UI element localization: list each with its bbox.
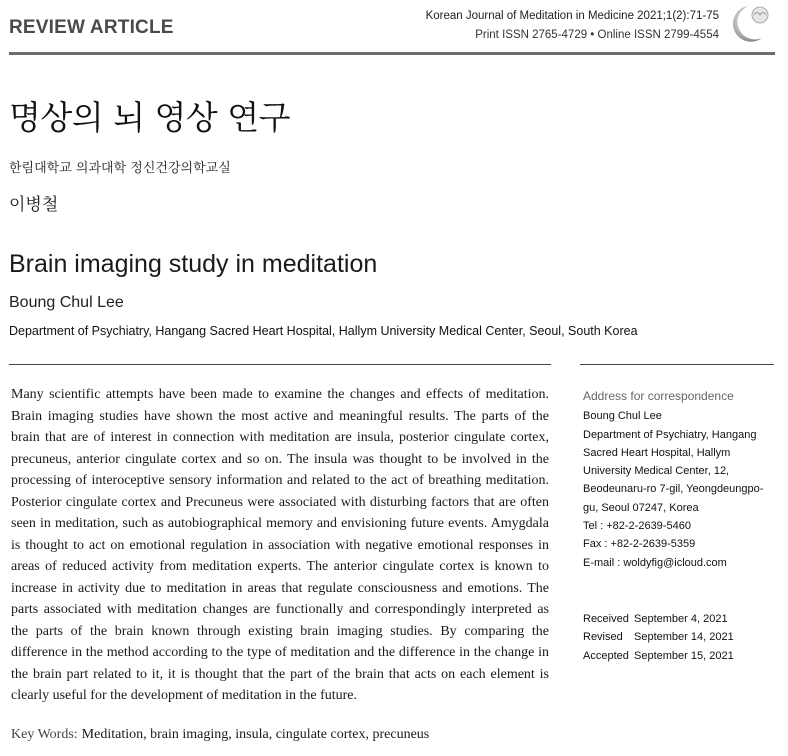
english-author: Boung Chul Lee xyxy=(9,294,124,311)
sidebar-divider xyxy=(580,364,774,365)
correspondence-heading: Address for correspondence xyxy=(583,389,734,403)
date-value: September 14, 2021 xyxy=(634,631,734,644)
abstract-divider xyxy=(9,364,551,365)
journal-citation: Korean Journal of Meditation in Medicine 2021;1(2):71-75 xyxy=(425,10,719,22)
correspondence-name: Boung Chul Lee xyxy=(583,410,662,423)
address-line: gu, Seoul 07247, Korea xyxy=(583,501,699,514)
correspondence-email[interactable]: E-mail : woldyfig@icloud.com xyxy=(583,556,727,569)
date-label: Revised xyxy=(583,631,623,644)
date-label: Accepted xyxy=(583,649,629,662)
address-line: University Medical Center, 12, xyxy=(583,465,730,478)
keywords xyxy=(11,727,429,743)
header-rule xyxy=(9,52,775,55)
address-line: Department of Psychiatry, Hangang xyxy=(583,428,757,441)
date-received xyxy=(583,610,734,628)
correspondence-block xyxy=(583,387,775,572)
date-accepted xyxy=(583,647,734,665)
correspondence-fax: Fax : +82-2-2639-5359 xyxy=(583,538,696,551)
date-value: September 4, 2021 xyxy=(634,613,728,625)
address-line: Beodeunaru-ro 7-gil, Yeongdeungpo- xyxy=(583,483,764,496)
korean-affiliation: 한림대학교 의과대학 정신건강의학교실 xyxy=(9,161,231,176)
keywords-value: Meditation, brain imaging, insula, cingulate cortex, precuneus xyxy=(81,727,430,742)
english-title: Brain imaging study in meditation xyxy=(9,250,378,278)
journal-issn: Print ISSN 2765-4729 • Online ISSN 2799-4554 xyxy=(475,29,719,41)
date-revised xyxy=(583,628,734,646)
abstract-text: Many scientific attempts have been made to examine the changes and effects of meditation. Brain imaging studies have shown the most active and meaningful results. The parts of the brain that are of interest in connection with meditation are insula, posterior cingulate cortex, precuneus, anterior cingulate cortex and so on. The insula was thought to be involved in the processing of interoceptive sensory information and related to the act of breathing meditation. Posterior cingulate cortex and Precuneus were associated with disturbing factors that are often seen in meditation, such as autobiographical memory and envisioning future events. Amygdala is thought to act on emotional regulation in association with negative emotional responses in areas of reduced activity from meditation experts. The anterior cingulate cortex is known to increase in activity due to meditation in areas that regulate consciousness and emotions. The parts associated with meditation changes are functionally and correspondingly interpreted as the parts of the brain known through existing brain imaging studies. By comparing the difference in the method according to the type of meditation and the difference in the change in the brain part related to it, it is thought that the part of the brain that acts on each element is clearly useful for the development of meditation in the future. xyxy=(11,387,549,703)
korean-title: 명상의 뇌 영상 연구 xyxy=(9,98,290,137)
english-affiliation: Department of Psychiatry, Hangang Sacred Heart Hospital, Hallym University Medical Center, Seoul, South Korea xyxy=(9,324,638,338)
article-dates xyxy=(583,610,734,665)
journal-logo-icon xyxy=(726,2,774,46)
address-line: Sacred Heart Hospital, Hallym xyxy=(583,446,731,459)
date-value: September 15, 2021 xyxy=(634,649,734,662)
correspondence-tel: Tel : +82-2-2639-5460 xyxy=(583,520,691,533)
article-type-label: REVIEW ARTICLE xyxy=(9,17,174,38)
journal-info xyxy=(426,7,719,45)
korean-author: 이병철 xyxy=(9,195,59,215)
keywords-label: Key Words: xyxy=(11,727,78,742)
date-label: Received xyxy=(583,613,629,625)
